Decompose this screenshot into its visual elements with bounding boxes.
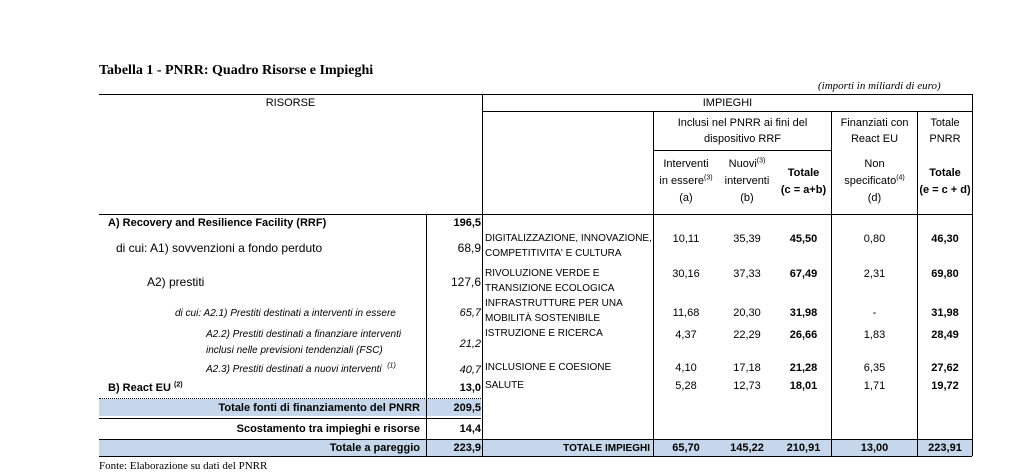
header-totale-pnrr-line1: Totale (930, 117, 960, 129)
impieghi-row-label (485, 380, 524, 392)
pareggio-label: Totale a pareggio (329, 442, 420, 454)
impieghi-value-e: 28,49 (931, 329, 959, 341)
a23-sup: (1) (387, 362, 396, 370)
scostamento-value: 14,4 (459, 423, 481, 435)
header-col-a-text: in essere (659, 175, 705, 187)
impieghi-row-label (485, 362, 611, 374)
totale-impieghi-b: 145,22 (730, 442, 764, 454)
vline-react-totale (917, 111, 918, 456)
totale-impieghi-a: 65,70 (672, 442, 700, 454)
impieghi-label-line1: RIVOLUZIONE VERDE E (485, 268, 600, 279)
header-col-d (832, 158, 917, 205)
header-col-d-sup: (4) (896, 174, 905, 182)
impieghi-value-e: 46,30 (931, 233, 959, 245)
impieghi-row-label (485, 328, 603, 340)
header-col-c-line1: Totale (787, 167, 820, 179)
impieghi-label-line1: INFRASTRUTTURE PER UNA (485, 298, 623, 309)
header-totale-pnrr-line2: PNRR (929, 133, 961, 145)
impieghi-value-d: 6,35 (863, 362, 886, 374)
header-col-c (776, 167, 831, 197)
impieghi-value-c: 67,49 (789, 268, 818, 280)
impieghi-value-a: 5,28 (675, 380, 697, 392)
header-col-a-line1: Interventi (663, 158, 709, 170)
a1-label: di cui: A1) sovvenzioni a fondo perduto (116, 241, 323, 255)
totale-fonti-value: 209,5 (453, 402, 481, 414)
totale-impieghi-e: 223,91 (928, 442, 962, 454)
rrf-label: A) Recovery and Resilience Facility (RRF) (108, 217, 327, 229)
header-inclusi-line1: Inclusi nel PNRR ai fini del (677, 117, 808, 129)
a23-label (206, 364, 396, 376)
impieghi-label-line1: INCLUSIONE E COESIONE (485, 362, 612, 373)
header-col-d-text: specificato (844, 175, 897, 187)
totale-impieghi-c: 210,91 (786, 442, 821, 454)
table-title: Tabella 1 - PNRR: Quadro Risorse e Impieghi (99, 63, 374, 78)
a2-label: A2) prestiti (147, 275, 205, 289)
a23-label-text: A2.3) Prestiti destinati a nuovi interventi (206, 364, 382, 375)
bottom-rule (99, 456, 972, 457)
pareggio-value: 223,9 (453, 442, 481, 454)
header-col-b-line1 (718, 158, 776, 171)
impieghi-value-c: 18,01 (789, 380, 818, 392)
header-col-b-line3: (b) (740, 192, 754, 204)
impieghi-value-a: 30,16 (672, 268, 700, 280)
impieghi-row-label (485, 298, 623, 325)
scostamento-label: Scostamento tra impieghi e risorse (236, 423, 420, 435)
totale-impieghi-label: TOTALE IMPIEGHI (563, 443, 650, 454)
impieghi-value-e: 19,72 (931, 380, 959, 392)
impieghi-value-b: 22,29 (733, 329, 761, 341)
impieghi-row-label (485, 268, 614, 295)
react-value: 13,0 (459, 382, 481, 394)
impieghi-value-d: 1,83 (863, 329, 886, 341)
header-col-e-line2: (e = c + d) (919, 184, 971, 196)
header-col-a (654, 158, 718, 205)
header-col-d-line1: Non (864, 158, 885, 170)
header-react-line2: React EU (850, 133, 899, 145)
a23-value: 40,7 (459, 364, 481, 376)
impieghi-label-line1: SALUTE (485, 380, 524, 391)
impieghi-value-a: 4,10 (675, 362, 697, 374)
header-inclusi-line2: dispositivo RRF (703, 133, 782, 145)
react-dotted-rule (99, 398, 481, 399)
impieghi-value-b: 12,73 (733, 380, 761, 392)
impieghi-value-d: 2,31 (863, 268, 886, 280)
impieghi-value-a: 4,37 (675, 329, 697, 341)
react-sup: (2) (174, 381, 183, 389)
impieghi-value-e: 27,62 (931, 362, 959, 374)
header-bottom-rule (99, 214, 972, 215)
header-col-e (918, 167, 972, 197)
impieghi-value-c: 26,66 (789, 329, 818, 341)
impieghi-label-line2: MOBILITÀ SOSTENIBILE (485, 313, 601, 324)
a22-label-line2: inclusi nelle previsioni tendenziali (FSC) (206, 345, 383, 356)
header-col-e-line1: Totale (929, 167, 961, 179)
a22-value: 21,2 (459, 338, 481, 350)
a21-label: di cui: A2.1) Prestiti destinati a interventi in essere (175, 308, 396, 319)
source-note: Fonte: Elaborazione su dati del PNRR (99, 460, 268, 472)
pareggio-top-rule (99, 439, 972, 440)
a21-value: 65,7 (459, 307, 481, 319)
impieghi-label-line1: ISTRUZIONE E RICERCA (485, 328, 603, 339)
header-col-a-line2 (654, 175, 718, 188)
a22-label (206, 329, 401, 357)
vline-risorse-impieghi (482, 94, 483, 456)
impieghi-label-line1: DIGITALIZZAZIONE, INNOVAZIONE, (485, 233, 652, 244)
impieghi-value-c: 21,28 (789, 362, 818, 374)
header-col-c-line2: (c = a+b) (780, 184, 827, 196)
scostamento-rule (99, 418, 481, 419)
impieghi-row-label (485, 233, 652, 260)
react-label (108, 382, 183, 395)
header-impieghi: IMPIEGHI (702, 97, 753, 109)
top-rule (99, 94, 972, 95)
impieghi-value-a: 10,11 (672, 233, 700, 245)
impieghi-value-e: 69,80 (931, 268, 959, 280)
subheader-rule (653, 150, 831, 151)
impieghi-value-b: 17,18 (733, 362, 761, 374)
header-col-b (718, 158, 776, 205)
vline-right-edge (972, 94, 973, 456)
a2-value: 127,6 (450, 275, 481, 289)
impieghi-label-line2: TRANSIZIONE ECOLOGICA (485, 283, 615, 294)
header-col-d-line2 (832, 175, 917, 188)
header-col-d-line3: (d) (867, 192, 882, 204)
header-col-a-sup: (3) (704, 174, 713, 182)
a1-value: 68,9 (457, 241, 481, 255)
rrf-value: 196,5 (453, 217, 481, 229)
totale-fonti-label: Totale fonti di finanziamento del PNRR (218, 402, 420, 414)
impieghi-value-b: 37,33 (733, 268, 761, 280)
header-col-b-text: Nuovi (728, 158, 757, 170)
header-react-line1: Finanziati con (840, 117, 909, 129)
impieghi-value-d: 1,71 (863, 380, 886, 392)
totale-impieghi-d: 13,00 (860, 442, 889, 454)
a22-label-line1: A2.2) Prestiti destinati a finanziare interventi (206, 329, 402, 340)
impieghi-label-line2: COMPETITIVITA' E CULTURA (485, 248, 622, 259)
units-note: (importi in miliardi di euro) (818, 80, 941, 92)
header-col-a-line3: (a) (679, 192, 693, 204)
react-label-text: B) React EU (108, 382, 171, 394)
impieghi-value-b: 20,30 (733, 307, 761, 319)
impieghi-value-b: 35,39 (733, 233, 761, 245)
header-col-b-line2: interventi (724, 175, 770, 187)
impieghi-value-c: 31,98 (789, 307, 818, 319)
impieghi-value-c: 45,50 (789, 233, 818, 245)
impieghi-value-d: - (872, 307, 877, 319)
impieghi-value-e: 31,98 (931, 307, 959, 319)
impieghi-value-d: 0,80 (863, 233, 886, 245)
impieghi-header-rule (483, 111, 972, 112)
header-risorse: RISORSE (265, 97, 316, 109)
impieghi-value-a: 11,68 (672, 307, 700, 319)
header-col-b-sup: (3) (756, 157, 766, 165)
